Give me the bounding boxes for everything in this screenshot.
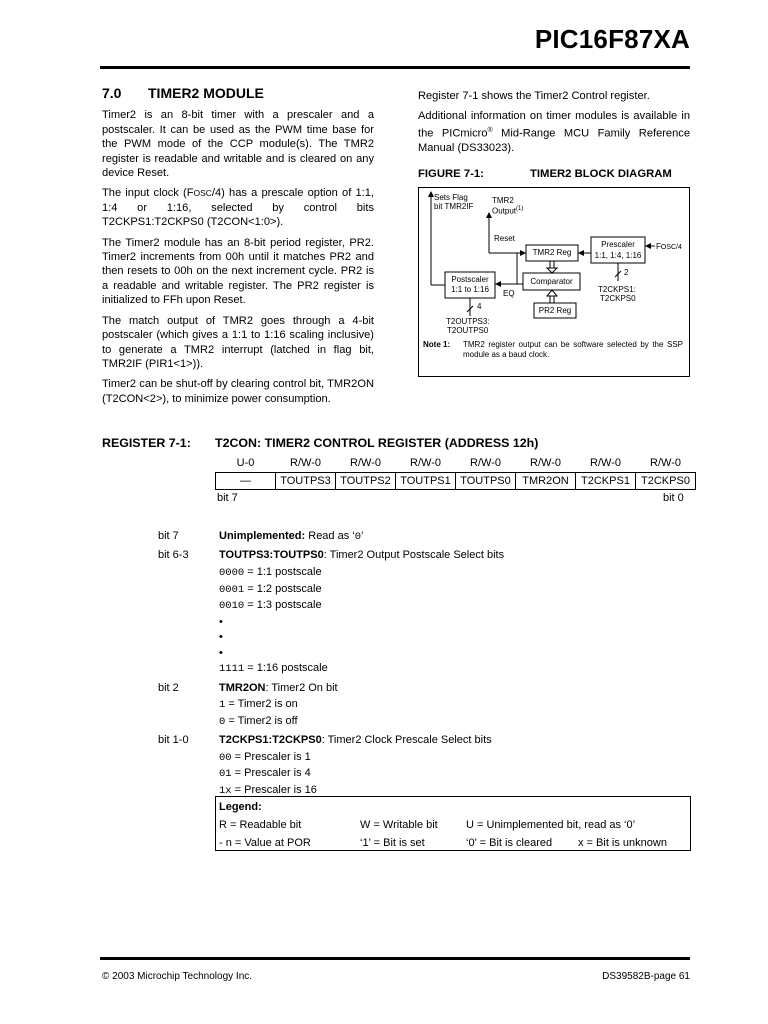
t2ckps1-label: T2CKPS1: xyxy=(598,284,636,294)
figure-caption xyxy=(418,167,690,181)
bit-option: 1111 = 1:16 postscale xyxy=(219,662,328,675)
bit-option: 1x = Prescaler is 16 xyxy=(219,783,317,797)
access-cell: R/W-0 xyxy=(470,457,501,470)
note-text: TMR2 register output can be software selected by the SSP module as a baud clock. xyxy=(463,339,683,359)
figure-label: FIGURE 7-1: xyxy=(418,168,484,181)
bit-option: 00 = Prescaler is 1 xyxy=(219,750,311,764)
register-access-row xyxy=(216,455,696,472)
legend-readable: R = Readable bit xyxy=(219,819,302,831)
ellipsis-bullet: • xyxy=(219,615,223,628)
postscaler-ratio-label: 1:1 to 1:16 xyxy=(451,284,489,294)
access-cell: U-0 xyxy=(236,457,255,470)
ellipsis-bullet: • xyxy=(219,631,223,643)
legend-cleared: ‘0’ = Bit is cleared xyxy=(466,837,553,849)
bit-option: 1 = Timer2 is on xyxy=(219,698,298,711)
bit-cell: TOUTPS1 xyxy=(396,472,456,489)
access-cell: R/W-0 xyxy=(290,457,321,470)
footer-copyright: © 2003 Microchip Technology Inc. xyxy=(102,971,253,982)
bit2-row xyxy=(158,681,649,697)
bit-cell: T2CKPS1 xyxy=(576,472,636,489)
bit7-row xyxy=(158,529,649,546)
bit-description: Unimplemented: Read as ‘0’ xyxy=(219,530,364,543)
bit-cell: TOUTPS3 xyxy=(276,472,336,489)
bit-cell: TMR2ON xyxy=(516,472,576,489)
legend-row xyxy=(219,816,687,834)
postscaler-bus-width: 4 xyxy=(477,301,482,311)
left-column xyxy=(102,86,374,412)
access-cell: R/W-0 xyxy=(590,457,621,470)
bit-description: TMR2ON: Timer2 On bit xyxy=(219,681,338,694)
page-title: PIC16F87XA xyxy=(534,24,690,54)
bottom-rule xyxy=(100,957,690,960)
paragraph-2: The input clock (FOSC/4) has a prescale option of 1:1, 1:4 or 1:16, selected by control bits T2CKPS1:T2CKPS0 (T2CON<1:0>). xyxy=(102,187,374,229)
bit-number: bit 2 xyxy=(158,681,179,694)
legend-set: ‘1’ = Bit is set xyxy=(360,837,425,849)
tmr2-reg-label: TMR2 Reg xyxy=(532,247,572,257)
prescaler-ratio-label: 1:1, 1:4, 1:16 xyxy=(594,250,642,260)
figure-note xyxy=(423,340,685,360)
reset-label: Reset xyxy=(494,233,515,243)
bit-cell: TOUTPS0 xyxy=(456,472,516,489)
bit-option: 0001 = 1:2 postscale xyxy=(219,582,322,596)
eq-label: EQ xyxy=(503,288,515,298)
top-rule xyxy=(100,66,690,69)
comparator-label: Comparator xyxy=(530,276,573,286)
access-cell: R/W-0 xyxy=(530,457,561,470)
bit-cell: TOUTPS2 xyxy=(336,472,396,489)
reference-paragraph: Additional information on timer modules is available in the PICmicro® Mid-Range MCU Family Reference Manual (DS33023). xyxy=(418,110,690,154)
section-heading xyxy=(102,86,374,100)
section-title: TIMER2 MODULE xyxy=(148,85,264,101)
section-number: 7.0 xyxy=(102,85,122,101)
bit-number: bit 6-3 xyxy=(158,548,189,561)
legend-writable: W = Writable bit xyxy=(360,819,438,831)
output-label: Output$^{(1)}$ xyxy=(492,205,524,216)
right-column xyxy=(418,89,690,377)
legend-row xyxy=(219,834,687,852)
prescaler-bus-width: 2 xyxy=(624,267,629,277)
bit-low-label: bit 0 xyxy=(663,492,684,504)
legend-box xyxy=(215,796,691,851)
t2outps3-label: T2OUTPS3: xyxy=(446,316,490,326)
register-title: T2CON: TIMER2 CONTROL REGISTER (ADDRESS 12h) xyxy=(215,436,539,450)
t2ckps0-label: T2CKPS0 xyxy=(600,293,636,303)
bit-description: T2CKPS1:T2CKPS0: Timer2 Clock Prescale Select bits xyxy=(219,734,492,746)
bit-number: bit 1-0 xyxy=(158,734,189,746)
t2outps0-label: T2OUTPS0 xyxy=(447,325,489,335)
legend-title: Legend: xyxy=(219,801,262,813)
figure-title: TIMER2 BLOCK DIAGRAM xyxy=(530,168,672,181)
register-caption xyxy=(102,436,538,450)
paragraph-4: The match output of TMR2 goes through a 4-bit postscaler (which gives a 1:1 to 1:16 scaling inclusive) to generate a TMR2 interrupt (latched in flag bit, TMR2IF (PIR1<1>)). xyxy=(102,314,374,370)
bit-tmr2if-label: bit TMR2IF xyxy=(434,201,474,211)
bit-descriptions xyxy=(158,529,649,799)
bit-option: 0010 = 1:3 postscale xyxy=(219,599,322,612)
paragraph-5: Timer2 can be shut-off by clearing control bit, TMR2ON (T2CON<2>), to minimize power consumption. xyxy=(102,378,374,405)
bit-option: 0000 = 1:1 postscale xyxy=(219,566,322,579)
legend-unknown: x = Bit is unknown xyxy=(578,837,667,849)
sets-flag-label: Sets Flag xyxy=(434,192,468,202)
bit-number: bit 7 xyxy=(158,530,179,542)
footer-page-number: DS39582B-page 61 xyxy=(602,971,690,982)
bit10-row xyxy=(158,733,649,749)
bit-cell: T2CKPS0 xyxy=(636,472,696,489)
pr2-reg-label: PR2 Reg xyxy=(538,305,572,315)
fosc-label: FOSC/4 xyxy=(656,241,682,251)
bit-description: TOUTPS3:TOUTPS0: Timer2 Output Postscale Select bits xyxy=(219,548,505,561)
register-label: REGISTER 7-1: xyxy=(102,436,191,450)
note-label: Note 1: xyxy=(423,339,451,349)
postscaler-label: Postscaler xyxy=(451,274,489,284)
bit-cell: — xyxy=(216,472,276,489)
access-cell: R/W-0 xyxy=(410,457,441,470)
register-intro: Register 7-1 shows the Timer2 Control register. xyxy=(418,90,650,102)
legend-por: - n = Value at POR xyxy=(219,837,311,849)
paragraph-1: Timer2 is an 8-bit timer with a prescaler and a postscaler. It can be used as the PWM time base for the PWM mode of the CCP module(s). The TMR2 register is readable and writable and is cleared on any device Reset. xyxy=(102,109,374,180)
block-diagram xyxy=(418,187,690,377)
access-cell: R/W-0 xyxy=(350,457,381,470)
register-table xyxy=(215,455,696,490)
paragraph-3: The Timer2 module has an 8-bit period register, PR2. Timer2 increments from 00h until it matches PR2 and then resets to 00h on the next increment cycle. PR2 is a readable and writable register. The PR2 register is initialized to FFh upon Reset. xyxy=(102,236,374,307)
bit-option: 0 = Timer2 is off xyxy=(219,714,298,728)
bit-option: 01 = Prescaler is 4 xyxy=(219,767,311,780)
access-cell: R/W-0 xyxy=(650,457,681,470)
bit63-row xyxy=(158,548,649,564)
legend-unimplemented: U = Unimplemented bit, read as ‘0’ xyxy=(466,819,636,831)
ellipsis-bullet: • xyxy=(219,646,223,659)
bit-high-label: bit 7 xyxy=(217,492,238,504)
prescaler-label: Prescaler xyxy=(601,239,635,249)
tmr2-label: TMR2 xyxy=(492,195,514,205)
register-bits-row xyxy=(216,472,696,489)
